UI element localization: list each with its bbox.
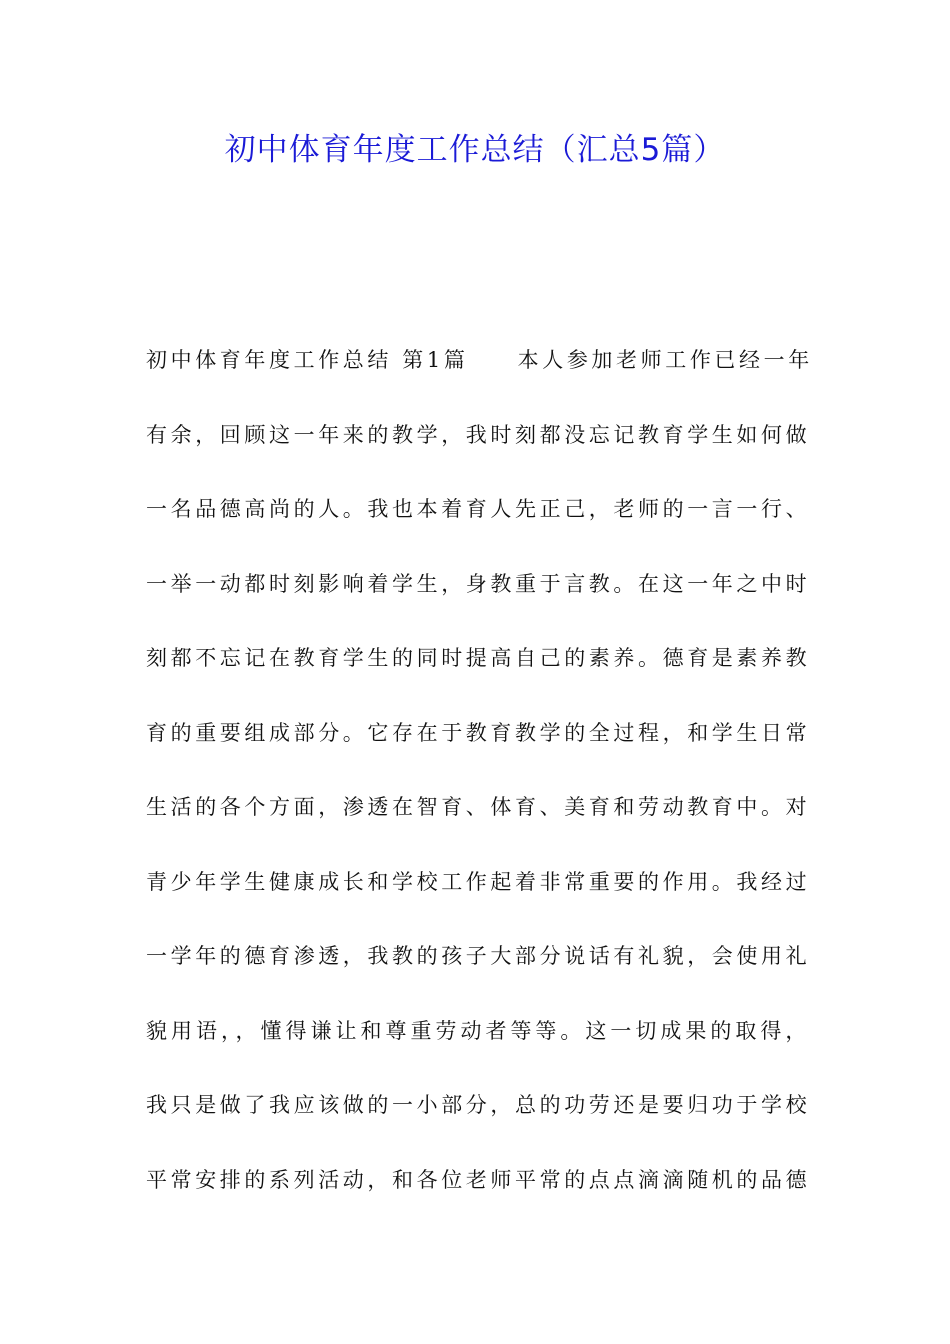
body-line: 一学年的德育渗透，我教的孩子大部分说话有礼貌，会使用礼 xyxy=(146,944,811,968)
body-line: 刻都不忘记在教育学生的同时提高自己的素养。德育是素养教 xyxy=(146,646,811,670)
body-line: 平常安排的系列活动，和各位老师平常的点点滴滴随机的品德 xyxy=(146,1167,811,1192)
body-line: 生活的各个方面，渗透在智育、体育、美育和劳动教育中。对 xyxy=(146,795,811,819)
body-line: 初中体育年度工作总结 第1篇 本人参加老师工作已经一年 xyxy=(146,348,813,372)
body-line: 我只是做了我应该做的一小部分，总的功劳还是要归功于学校 xyxy=(146,1093,811,1117)
body-line: 貌用语，，懂得谦让和尊重劳动者等等。这一切成果的取得， xyxy=(146,1018,810,1043)
body-line: 有余，回顾这一年来的教学，我时刻都没忘记教育学生如何做 xyxy=(146,422,811,447)
body-line: 青少年学生健康成长和学校工作起着非常重要的作用。我经过 xyxy=(146,869,811,894)
body-line: 一举一动都时刻影响着学生，身教重于言教。在这一年之中时 xyxy=(146,571,811,596)
body-line: 一名品德高尚的人。我也本着育人先正己，老师的一言一行、 xyxy=(146,497,811,521)
body-line: 育的重要组成部分。它存在于教育教学的全过程，和学生日常 xyxy=(146,720,811,745)
document-title: 初中体育年度工作总结（汇总5篇） xyxy=(224,132,726,168)
document-body xyxy=(146,338,813,1232)
